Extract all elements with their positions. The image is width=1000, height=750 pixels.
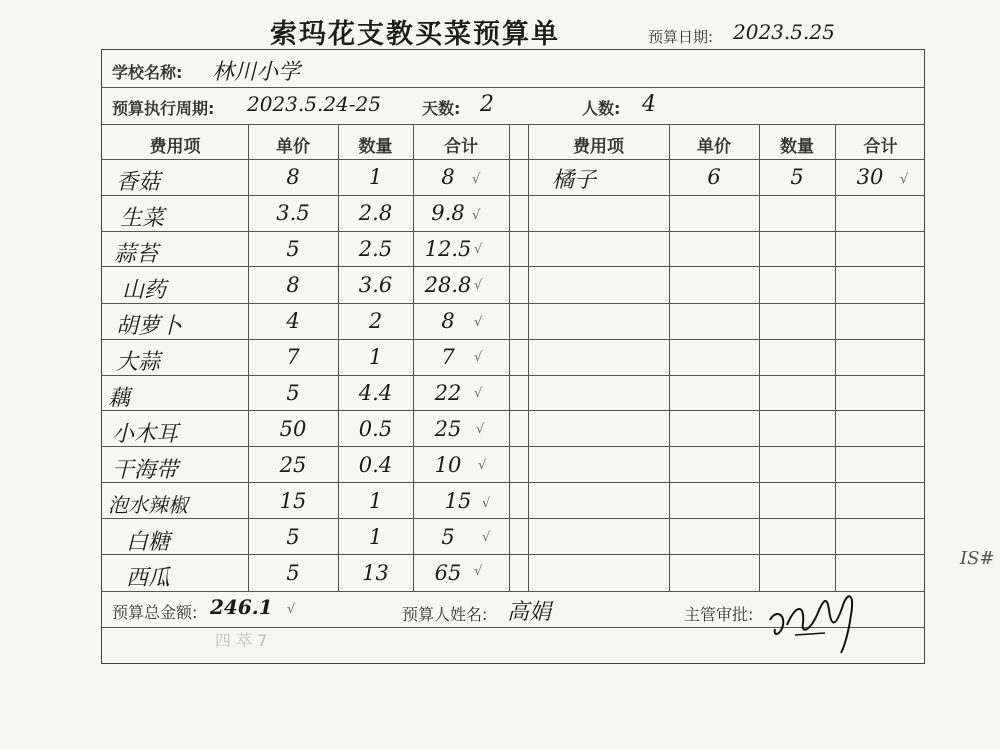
check-mark: √: [900, 172, 909, 187]
row-qty: 4.4: [358, 381, 393, 405]
days-value: 2: [480, 92, 494, 117]
row-price: 15: [279, 489, 307, 513]
row-total: 7: [441, 345, 455, 369]
header-item-right: 费用项: [573, 137, 624, 157]
row-item: 小木耳: [112, 422, 179, 447]
check-mark: √: [474, 278, 483, 293]
check-mark: √: [474, 564, 483, 579]
row-item: 干海带: [112, 458, 179, 483]
row-item: 蒜苔: [114, 242, 159, 267]
budget-date-value: 2023.5.25: [733, 20, 835, 44]
row-qty: 3.6: [358, 273, 393, 297]
form-title: 索玛花支教买菜预算单: [270, 19, 560, 50]
total-label: 预算总金额:: [112, 603, 198, 622]
budget-date-label: 预算日期:: [648, 28, 714, 46]
row-total: 22: [434, 381, 462, 405]
person-label: 预算人姓名:: [402, 605, 488, 624]
row-total: 9.8: [431, 201, 465, 225]
check-mark: √: [474, 386, 483, 401]
row-item: 大蒜: [116, 350, 161, 375]
days-label: 天数:: [422, 99, 461, 118]
row-item: 山药: [122, 278, 167, 303]
check-mark: √: [287, 602, 296, 617]
school-value: 林川小学: [212, 60, 301, 85]
approver-signature: [765, 585, 865, 655]
check-mark: √: [478, 458, 487, 473]
row-total: 65: [434, 561, 462, 585]
row-price: 4: [286, 309, 300, 333]
check-mark: √: [474, 315, 483, 330]
row-price: 8: [286, 165, 300, 189]
row-total: 28.8: [424, 273, 472, 297]
row-total: 8: [441, 165, 455, 189]
row-total: 30: [856, 165, 884, 189]
row-item: 白糖: [126, 530, 171, 555]
row-price: 5: [286, 381, 300, 405]
header-qty: 数量: [358, 137, 393, 157]
row-qty: 13: [362, 561, 389, 585]
row-total: 10: [434, 453, 462, 477]
row-qty: 1: [368, 525, 383, 549]
check-mark: √: [474, 350, 483, 365]
row-price: 25: [279, 453, 307, 477]
check-mark: √: [482, 530, 491, 545]
period-label: 预算执行周期:: [112, 99, 215, 118]
row-item: 西瓜: [126, 566, 171, 591]
row-qty: 1: [368, 489, 383, 513]
header-qty-right: 数量: [780, 137, 814, 157]
row-price: 5: [286, 237, 300, 261]
row-item: 香菇: [116, 170, 161, 195]
row-price: 8: [286, 273, 300, 297]
row-item: 胡萝卜: [116, 314, 183, 339]
header-price-right: 单价: [697, 137, 731, 157]
row-qty: 0.5: [358, 417, 393, 441]
row-item: 藕: [108, 386, 131, 411]
row-item: 橘子: [552, 168, 597, 193]
row-qty: 1: [368, 165, 383, 189]
check-mark: √: [476, 422, 485, 437]
budget-table: [101, 49, 925, 664]
total-value: 246.1: [210, 595, 273, 619]
header-total-right: 合计: [863, 137, 898, 157]
margin-note: IS#: [960, 548, 995, 569]
row-price: 6: [707, 165, 721, 189]
people-value: 4: [642, 92, 656, 117]
check-mark: √: [474, 242, 483, 257]
row-price: 5: [286, 561, 300, 585]
row-price: 3.5: [276, 201, 310, 225]
row-total: 8: [441, 309, 455, 333]
row-qty: 2: [368, 309, 383, 333]
row-qty: 1: [368, 345, 383, 369]
header-price: 单价: [276, 137, 310, 157]
faint-stamp: 四 萃 7: [215, 631, 268, 650]
header-total: 合计: [444, 137, 478, 157]
check-mark: √: [472, 172, 481, 187]
row-price: 7: [286, 345, 300, 369]
person-value: 高娟: [507, 600, 552, 625]
school-label: 学校名称:: [112, 63, 183, 82]
people-label: 人数:: [582, 99, 621, 118]
row-price: 50: [279, 417, 307, 441]
row-total: 15: [444, 489, 472, 513]
row-total: 25: [434, 417, 462, 441]
row-price: 5: [286, 525, 300, 549]
check-mark: √: [482, 496, 491, 511]
header-item: 费用项: [149, 137, 201, 157]
check-mark: √: [472, 208, 481, 223]
row-item: 泡水辣椒: [108, 493, 188, 517]
period-value: 2023.5.24-25: [247, 92, 381, 116]
approve-label: 主管审批:: [684, 605, 754, 624]
row-item: 生菜: [120, 206, 165, 231]
row-qty: 5: [790, 165, 804, 189]
row-total: 5: [441, 525, 455, 549]
row-total: 12.5: [424, 237, 472, 261]
row-qty: 2.8: [358, 201, 393, 225]
budget-date: [648, 20, 835, 47]
row-qty: 2.5: [358, 237, 393, 261]
row-qty: 0.4: [358, 453, 393, 477]
